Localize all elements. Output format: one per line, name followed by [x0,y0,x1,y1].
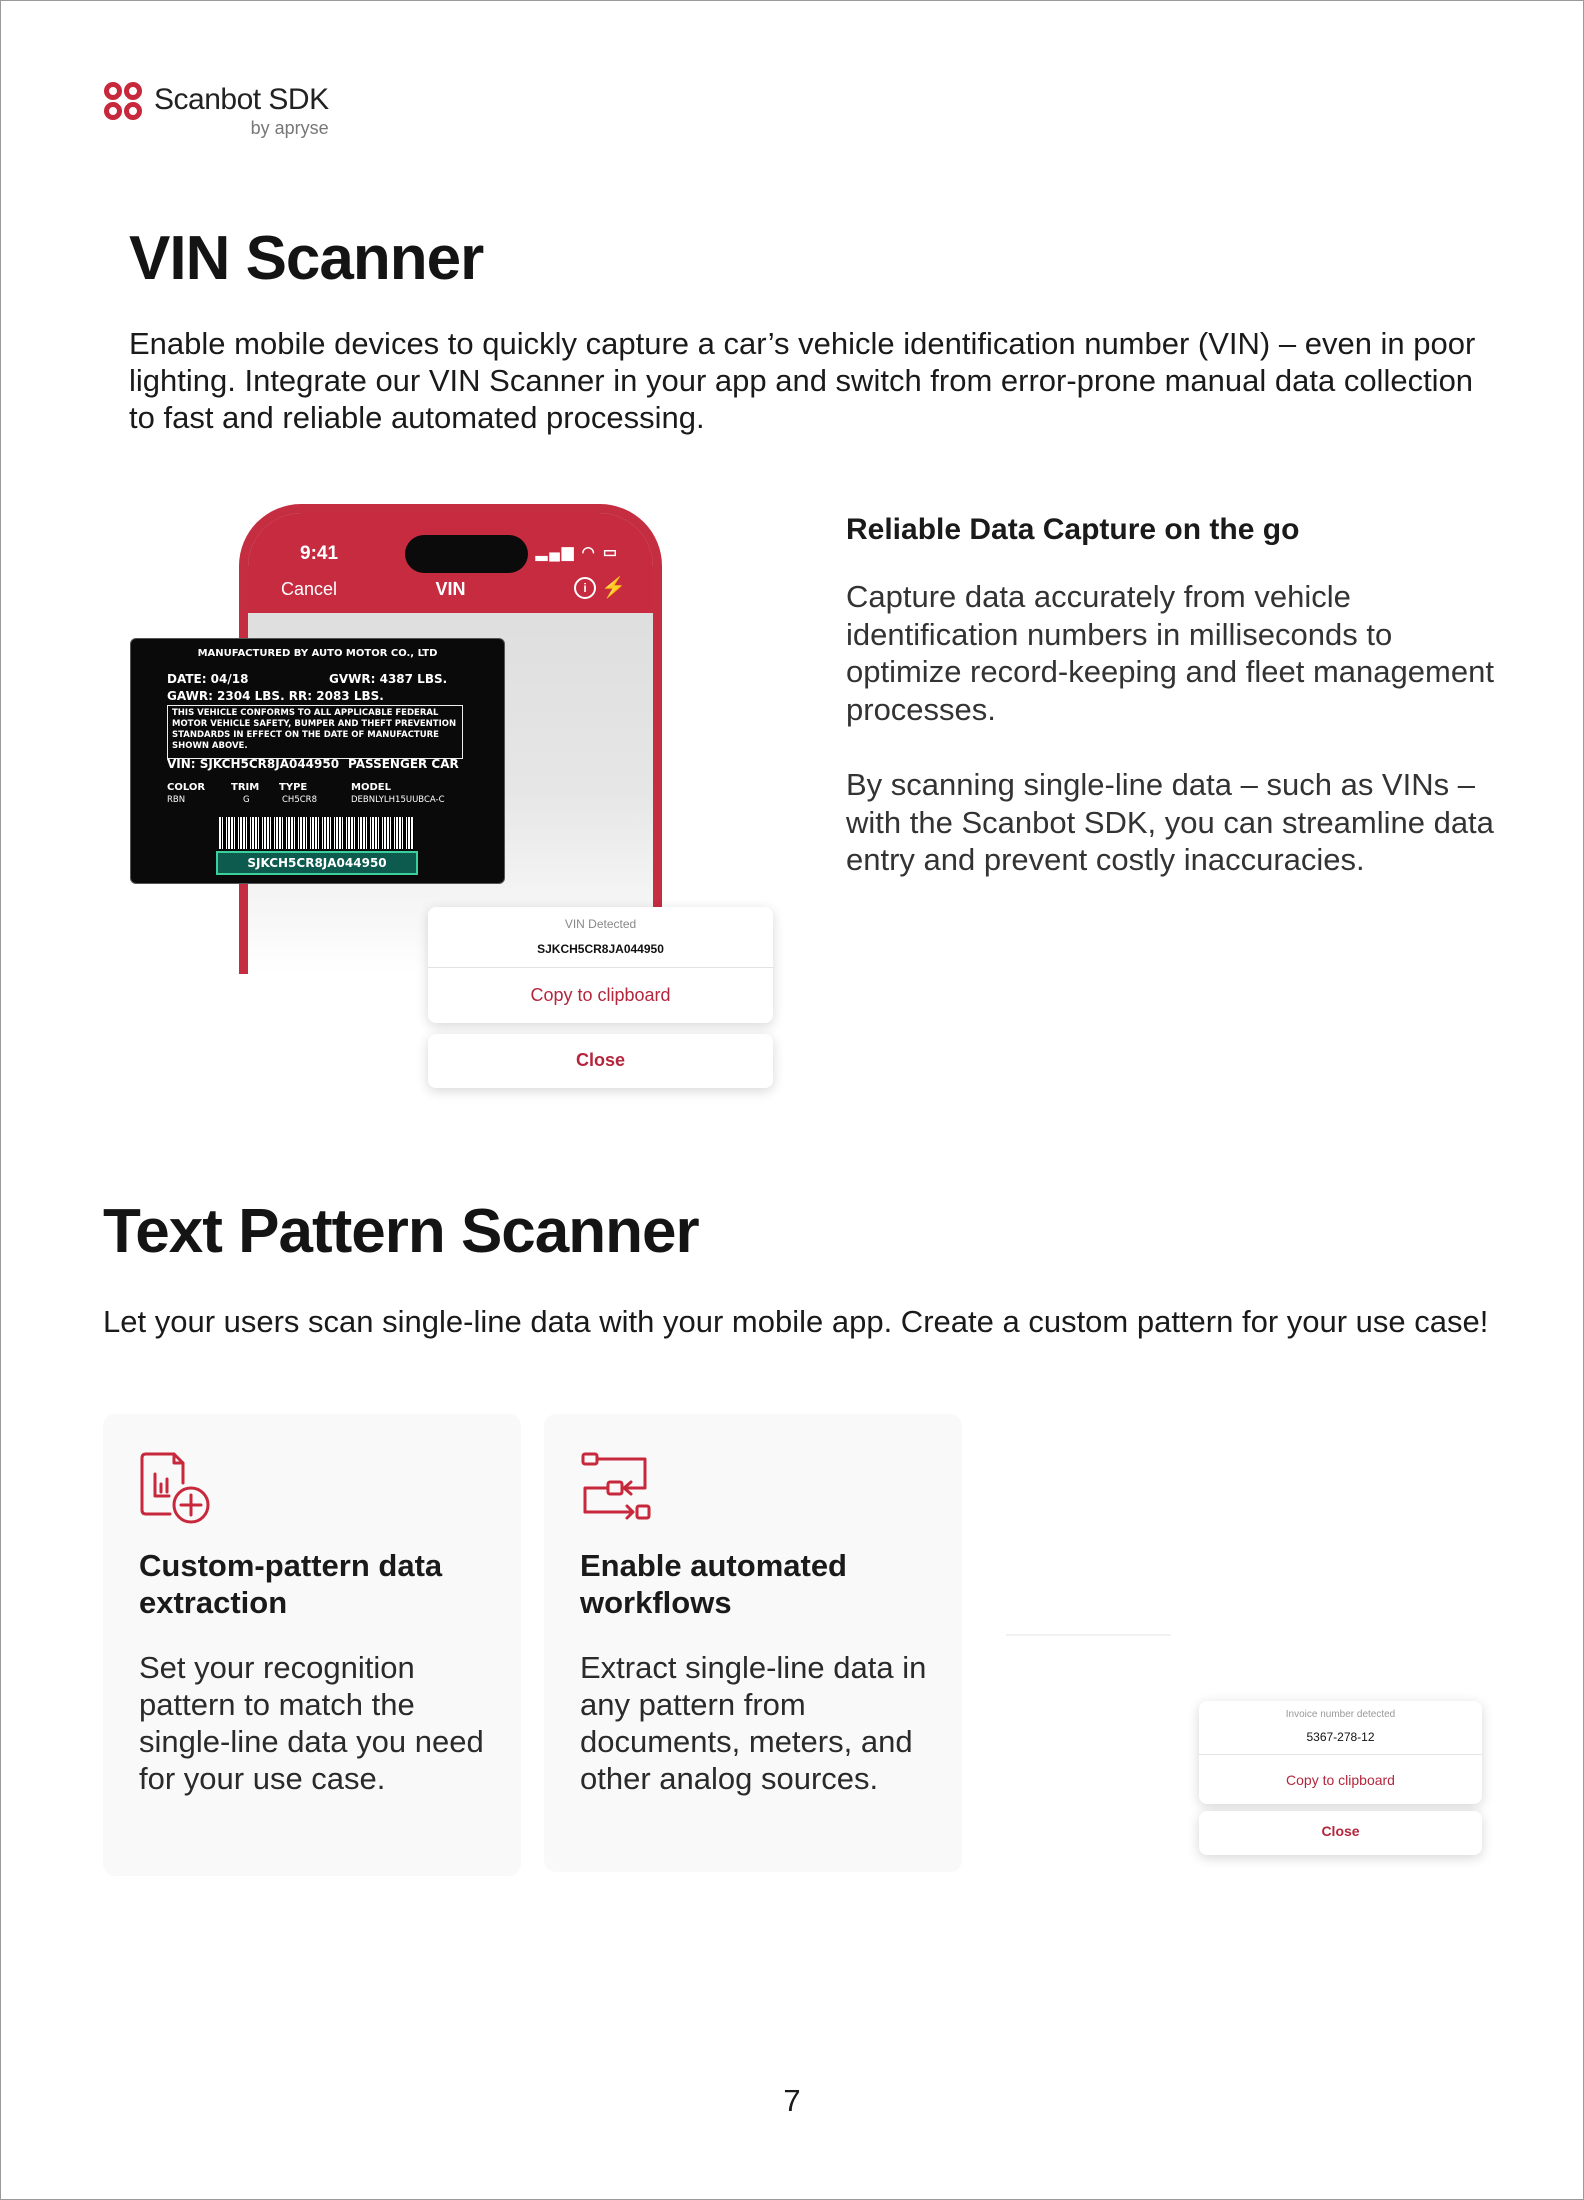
text-pattern-intro: Let your users scan single-line data with your mobile app. Create a custom pattern for your use case! [103,1304,1489,1339]
flashlight-off-icon[interactable]: ⚡ [601,577,626,599]
vin-detected-value: SJKCH5CR8JA044950 [537,942,664,956]
vin-manufacturer: MANUFACTURED BY AUTO MOTOR CO., LTD [197,648,438,659]
brand-name: Scanbot SDK [154,83,329,116]
info-icon[interactable]: i [574,577,596,599]
barcode [219,817,414,849]
vin-model-value: DEBNLYLH15UUBCA-C [351,795,445,805]
vin-highlight: SJKCH5CR8JA044950 [216,851,418,875]
vin-gvwr: GVWR: 4387 LBS. [329,672,448,686]
text-pattern-title: Text Pattern Scanner [103,1197,699,1266]
brand-sub: by apryse [250,118,329,138]
vin-intro: Enable mobile devices to quickly capture a car’s vehicle identification number (VIN) – even in poor lighting. Integrate our VIN Scanner in your app and switch from error-prone manual data collection to fast and reliable automated processing. [129,326,1476,435]
status-time: 9:41 [300,543,339,564]
phone-header [248,513,653,613]
status-icons: ▂▄▆ ◠ ▭ [535,544,619,561]
invoice-detected-value: 5367-278-12 [1306,1730,1375,1744]
close-button[interactable]: Close [1321,1823,1360,1839]
vin-close-sheet [428,1034,773,1088]
vin-type-value: CH5CR8 [282,795,317,805]
nav-title: VIN [435,579,466,599]
card-title: Custom-pattern data extraction [139,1548,443,1620]
cancel-button[interactable]: Cancel [281,579,338,599]
scanbot-logo-icon [103,81,143,121]
brand-logo [103,81,329,137]
dynamic-island [405,535,528,573]
vin-color-value: RBN [167,795,186,805]
copy-to-clipboard-button[interactable]: Copy to clipboard [530,985,671,1005]
vin-title: VIN Scanner [129,224,484,293]
feature-paragraph-1: Capture data accurately from vehicle identification numbers in milliseconds to optimize record-keeping and fleet management processes. [846,579,1494,727]
vin-number: VIN: SJKCH5CR8JA044950 [167,757,340,771]
feature-title: Reliable Data Capture on the go [846,513,1300,546]
vin-notice: THIS VEHICLE CONFORMS TO ALL APPLICABLE FEDERAL MOTOR VEHICLE SAFETY, BUMPER AND THEFT PREVENTION STANDARDS IN EFFECT ON THE DATE OF MANUFACTURE SHOWN ABOVE. [167,705,463,759]
card-body: Set your recognition pattern to match the single-line data you need for your use case. [139,1650,484,1796]
divider [428,967,773,968]
vin-color-header: COLOR [167,782,206,793]
vin-gawr: GAWR: 2304 LBS. RR: 2083 LBS. [167,689,384,703]
vin-model-header: MODEL [351,782,391,793]
vin-type-header: TYPE [279,782,308,793]
card-title: Enable automated workflows [580,1548,847,1620]
vin-detected-label: VIN Detected [564,917,637,931]
vin-trim-header: TRIM [231,782,260,793]
vin-trim-value: G [243,795,250,805]
close-button[interactable]: Close [575,1050,626,1070]
copy-to-clipboard-button[interactable]: Copy to clipboard [1286,1772,1395,1788]
invoice-close-sheet [1199,1811,1482,1855]
feature-paragraph-2: By scanning single-line data – such as VINs – with the Scanbot SDK, you can streamline data entry and prevent costly inaccuracies. [846,767,1494,877]
workflow-icon [579,1450,655,1526]
invoice-result-sheet [1199,1701,1482,1804]
vin-vehicle-type: PASSENGER CAR [348,757,459,771]
divider [1199,1754,1482,1755]
feature-card-custom-pattern [103,1414,521,1876]
divider [1006,1634,1171,1636]
invoice-detected-label: Invoice number detected [1285,1709,1396,1720]
vin-result-sheet [428,907,773,1023]
document-add-icon [138,1450,214,1526]
vin-date: DATE: 04/18 [167,672,249,686]
feature-card-workflows [544,1414,962,1872]
page-number: 7 [783,2083,801,2118]
vin-label-sticker [130,638,505,884]
card-body: Extract single-line data in any pattern from documents, meters, and other analog sources. [580,1650,927,1796]
